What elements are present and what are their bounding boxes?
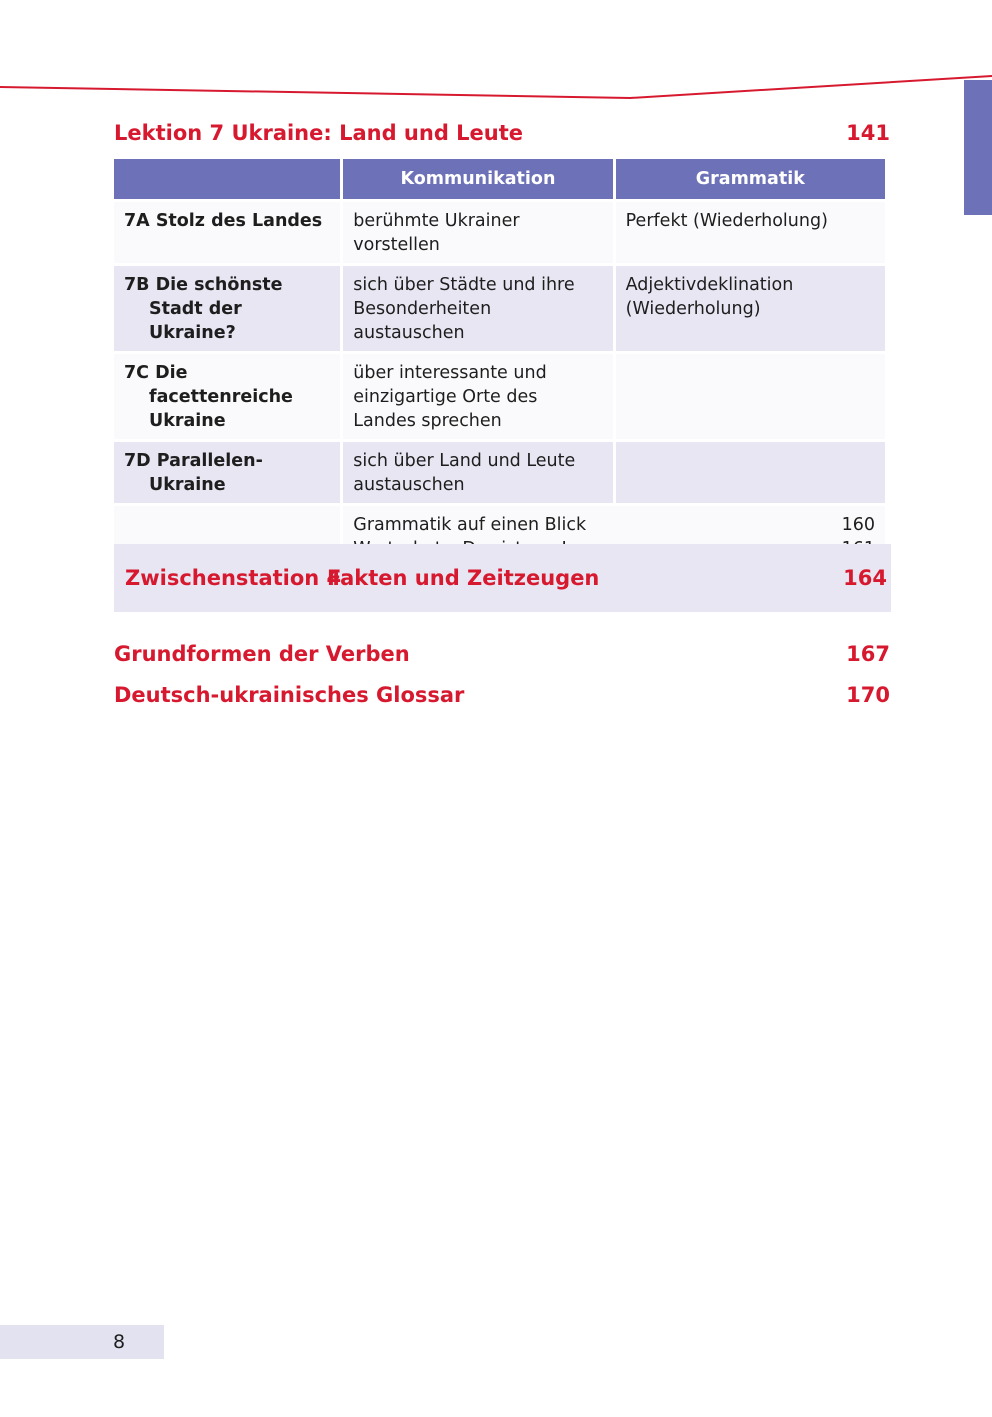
appendix-title: Grundformen der Verben [114,642,410,666]
section-code: 7C Die facettenreiche Ukraine [124,363,293,431]
header-grammatik: Grammatik [616,159,885,199]
appendix-entry-verben [114,642,890,674]
extra-label: Grammatik auf einen Blick [353,515,587,535]
lesson-heading [114,121,890,153]
chapter-side-tab [964,80,992,215]
zwischenstation-title: Fakten und Zeitzeugen [327,566,600,590]
table-row [114,202,885,263]
page-number-box [0,1325,164,1359]
header-empty [114,159,340,199]
table-row [114,354,885,439]
section-code: 7B Die schönste Stadt der Ukraine? [124,275,283,343]
extra-page: 160 [841,515,875,535]
lesson-contents-table [111,156,888,570]
kommunikation-cell: über interessante und einzigartige Orte des Landes sprechen [343,354,612,439]
appendix-entry-glossar [114,683,890,715]
page-number: 8 [113,1331,126,1353]
appendix-title: Deutsch-ukrainisches Glossar [114,683,465,707]
appendix-page: 170 [846,683,890,707]
kommunikation-cell: berühmte Ukrainer vorstellen [343,202,612,263]
grammatik-cell [616,442,885,503]
appendix-page: 167 [846,642,890,666]
grammatik-cell: Adjektivdeklination (Wiederholung) [616,266,885,351]
table-row [114,266,885,351]
lesson-title: Lektion 7 Ukraine: Land und Leute [114,121,524,145]
zwischenstation-page: 164 [843,566,887,590]
zwischenstation-banner [114,544,891,612]
kommunikation-cell: sich über Land und Leute austauschen [343,442,612,503]
grammatik-cell: Perfekt (Wiederholung) [616,202,885,263]
lesson-page-number: 141 [846,121,890,145]
grammatik-cell [616,354,885,439]
table-row [114,442,885,503]
table-header-row [114,159,885,199]
section-code: 7A Stolz des Landes [124,211,323,231]
zwischenstation-label: Zwischenstation 4 [125,566,342,590]
section-code: 7D Parallelen-Ukraine [124,451,263,495]
extra-item [353,513,875,537]
header-kommunikation: Kommunikation [343,159,612,199]
top-red-rule [0,0,992,110]
kommunikation-cell: sich über Städte und ihre Besonderheiten austauschen [343,266,612,351]
